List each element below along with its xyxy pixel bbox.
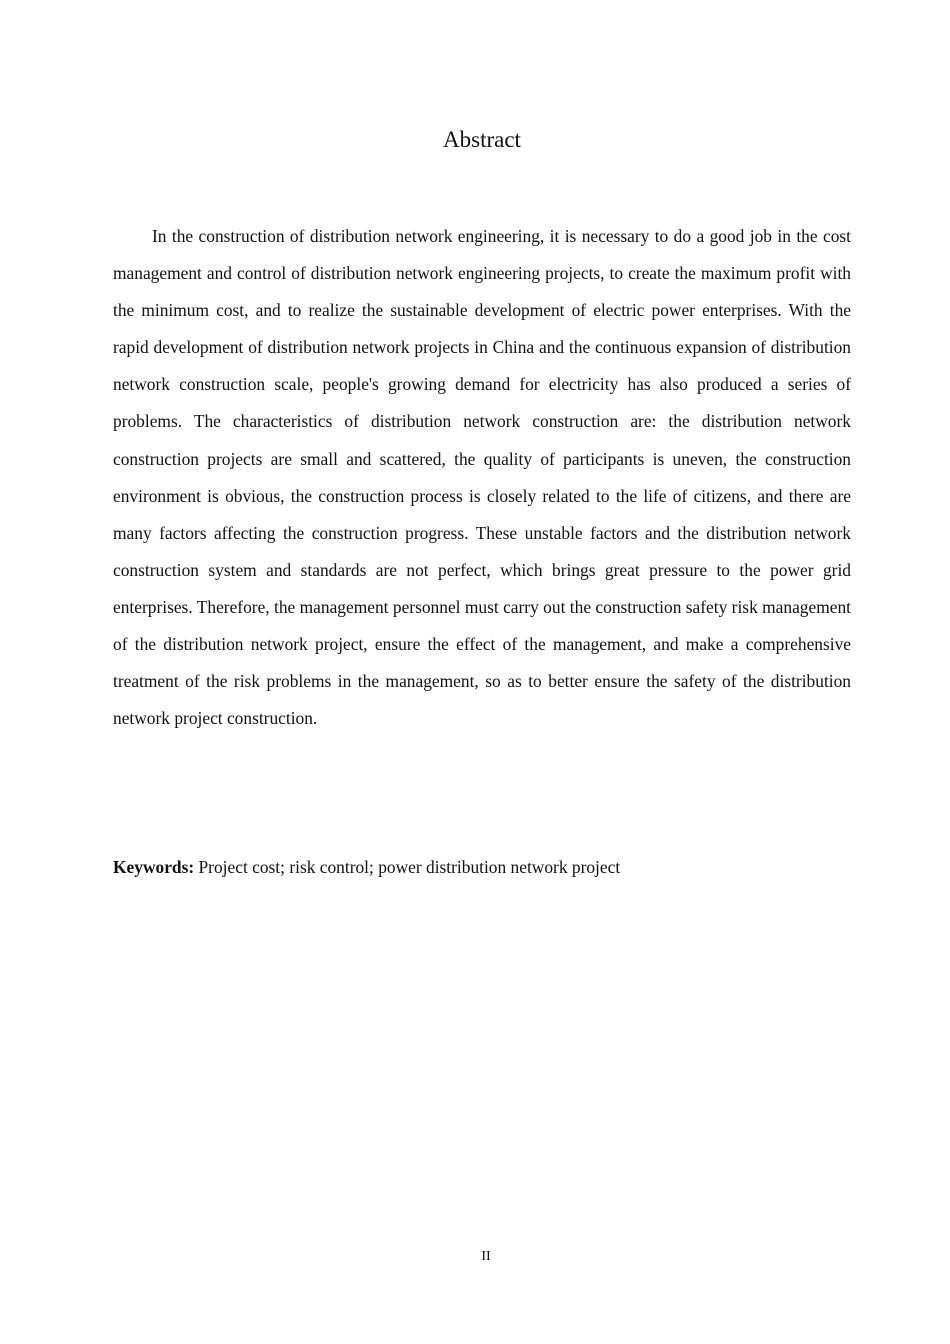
keywords-text: Project cost; risk control; power distribution network project <box>198 857 621 877</box>
abstract-paragraph: In the construction of distribution network engineering, it is necessary to do a good job in the cost management and control of distribution network engineering projects, to create the maximum profit with the minimum cost, and to realize the sustainable development of electric power enterprises. With the rapid development of distribution network projects in China and the continuous expansion of distribution network construction scale, people's growing demand for electricity has also produced a series of problems. The characteristics of distribution network construction are: the distribution network construction projects are small and scattered, the quality of participants is uneven, the construction environment is obvious, the construction process is closely related to the life of citizens, and there are many factors affecting the construction progress. These unstable factors and the distribution network construction system and standards are not perfect, which brings great pressure to the power grid enterprises. Therefore, the management personnel must carry out the construction safety risk management of the distribution network project, ensure the effect of the management, and make a comprehensive treatment of the risk problems in the management, so as to better ensure the safety of the distribution network project construction. <box>113 226 851 729</box>
keywords-line <box>113 852 851 882</box>
keywords-label: Keywords: <box>113 857 195 877</box>
page-number: II <box>481 1249 491 1264</box>
page-title: Abstract <box>443 127 521 152</box>
